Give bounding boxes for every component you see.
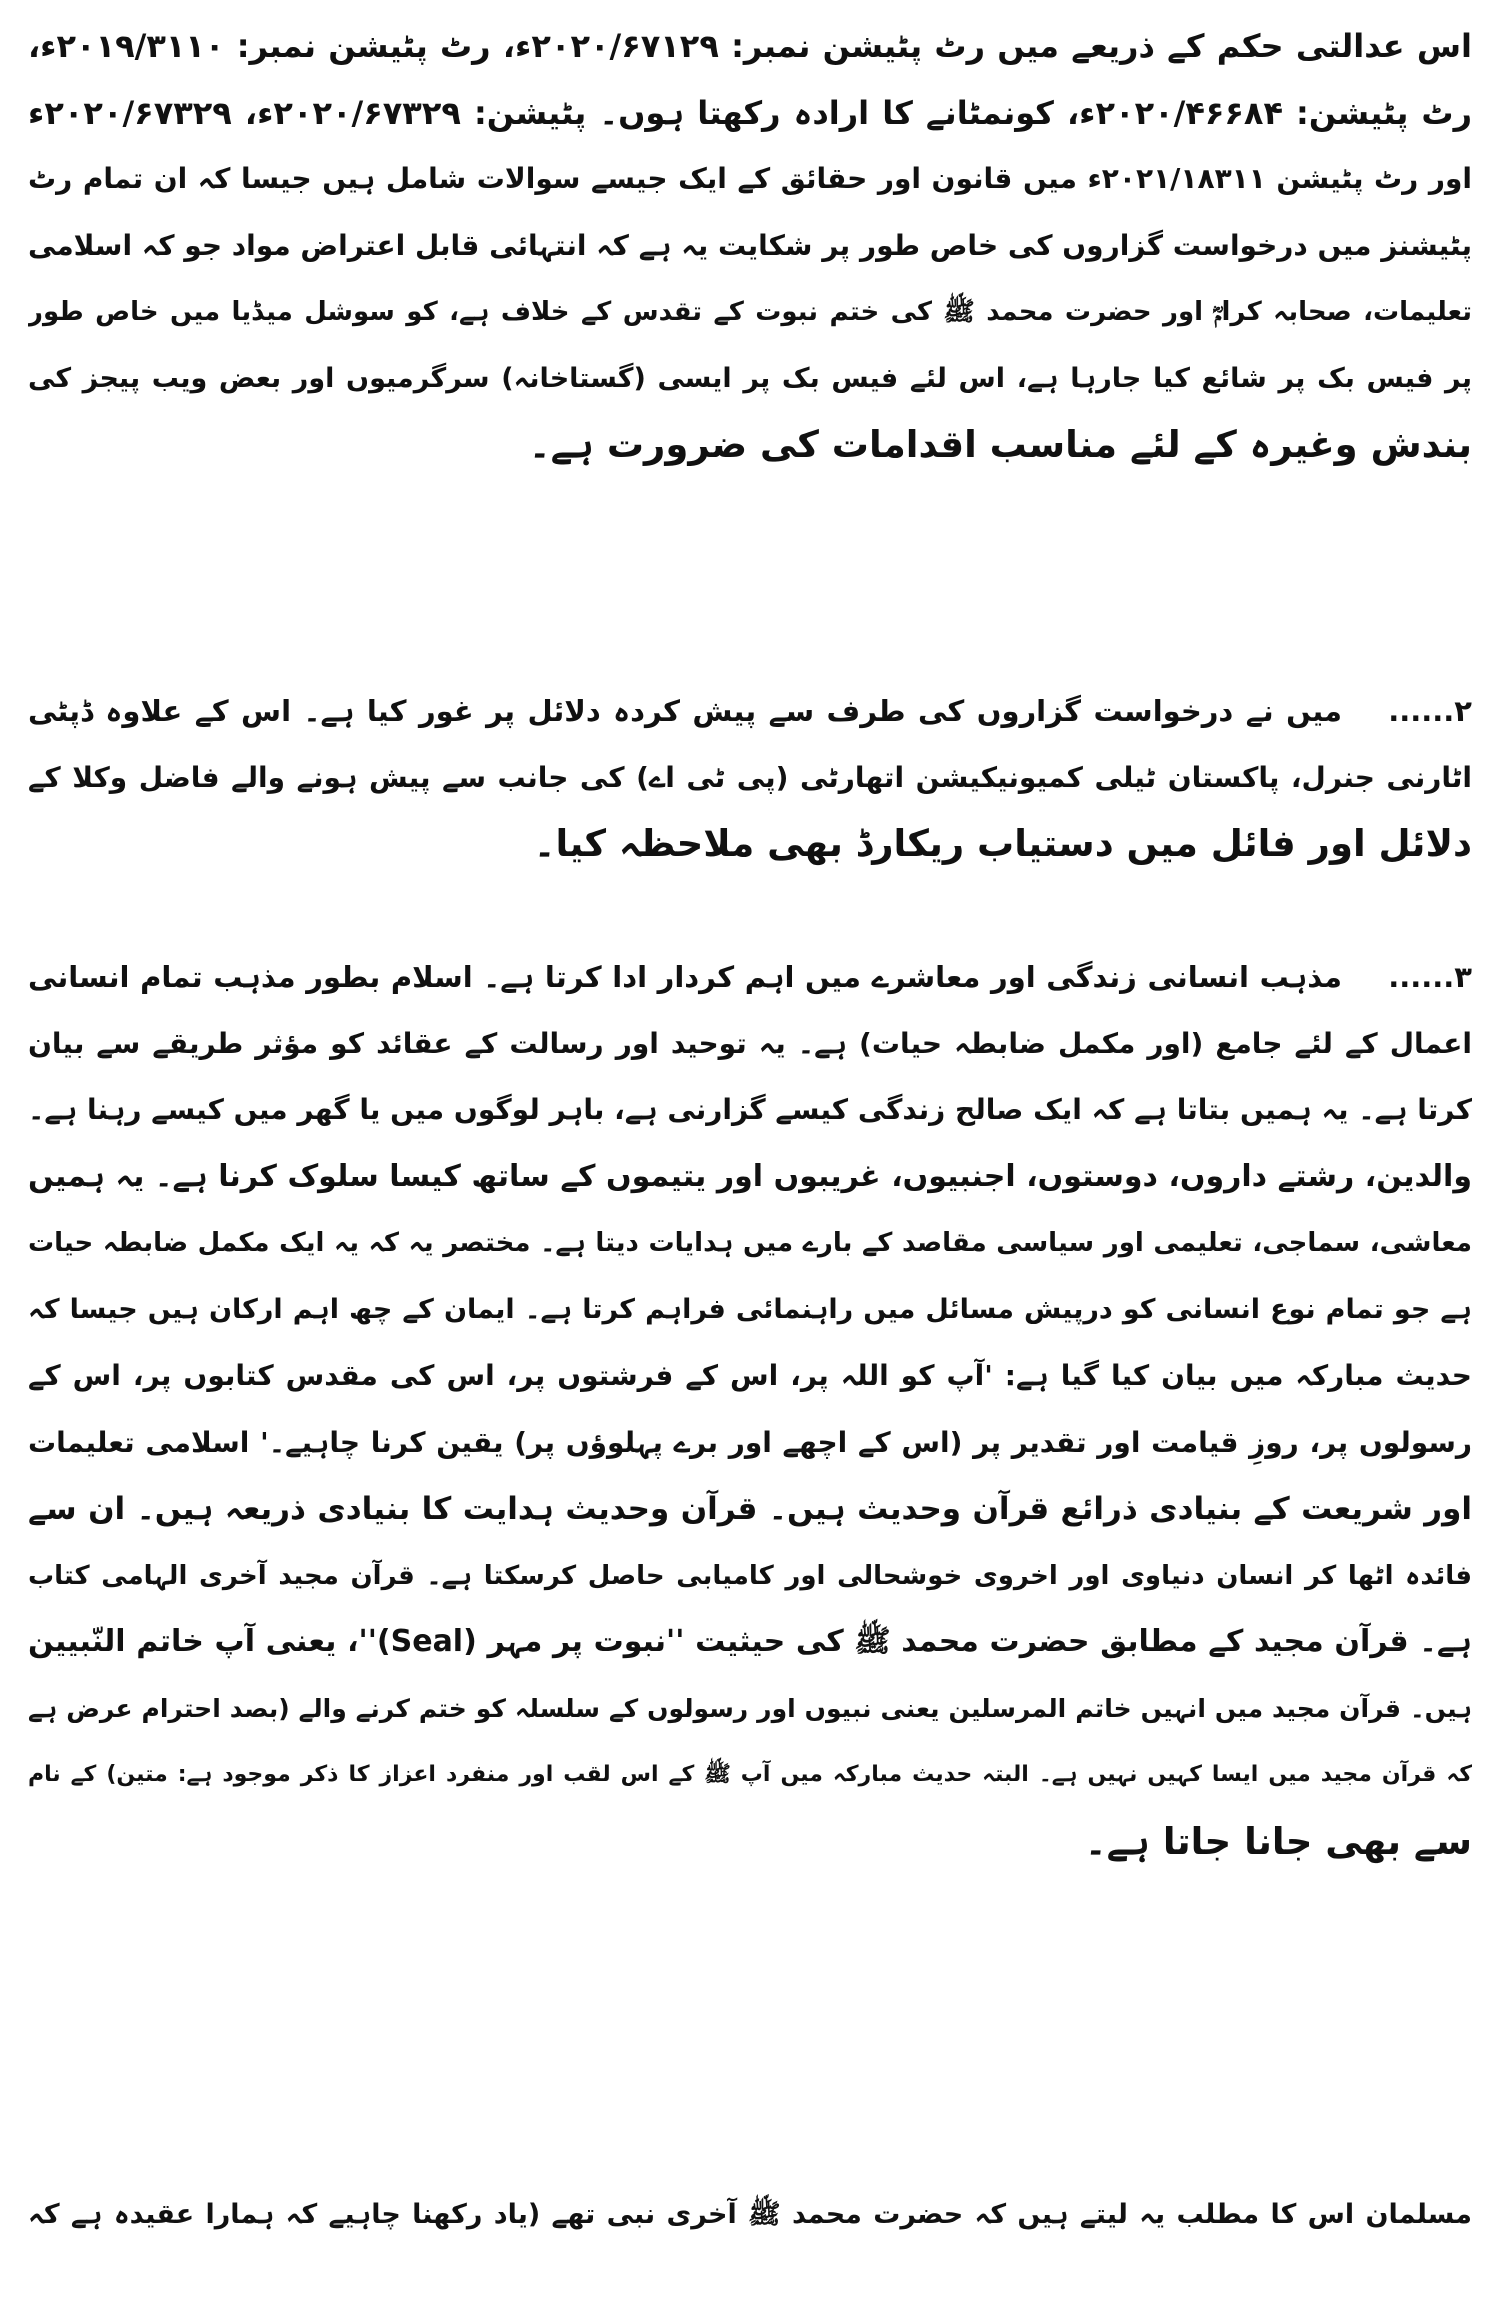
text-line: والدین، رشتے داروں، دوستوں، اجنبیوں، غریبوں اور یتیموں کے ساتھ کیسا سلوک کرنا ہے۔ یہ ہمیں [28, 1158, 1472, 1194]
text-line: پر فیس بک پر شائع کیا جارہا ہے، اس لئے فیس بک پر ایسی (گستاخانہ) سرگرمیوں اور بعض ویب پیجز کی [28, 362, 1472, 394]
text-line: اٹارنی جنرل، پاکستان ٹیلی کمیونیکیشن اتھارٹی (پی ٹی اے) کی جانب سے پیش ہونے والے فاضل وکلا کے [28, 760, 1472, 794]
text-line: رٹ پٹیشن: ۲۰۲۰/۴۶۶۸۴ء، کونمٹانے کا ارادہ رکھتا ہوں۔ پٹیشن: ۲۰۲۰/۶۷۳۲۹ء، ۲۰۲۰/۶۷۳۲۹ء [28, 93, 1472, 132]
text-line [28, 678, 1472, 745]
text-line: ہے جو تمام نوع انسانی کو درپیش مسائل میں راہنمائی فراہم کرتا ہے۔ ایمان کے چھ اہم ارکان ہیں جیسا کہ [28, 1293, 1472, 1325]
text-line [28, 944, 1472, 1011]
paragraph-number: ۳...... [1388, 960, 1472, 994]
text-line: ہیں۔ قرآن مجید میں انہیں خاتم المرسلین یعنی نبیوں اور رسولوں کے سلسلہ کو ختم کرنے والے (بصد احترام عرض ہے [28, 1693, 1472, 1723]
paragraph-1 [28, 13, 1472, 479]
text-line: تعلیمات، صحابہ کرامؓ اور حضرت محمد ﷺ کی ختم نبوت کے تقدس کے خلاف ہے، کو سوشل میڈیا میں خاص طور [28, 297, 1472, 327]
text-line: رسولوں پر، روزِ قیامت اور تقدیر پر (اس کے اچھے اور برے پہلوؤں پر) یقین کرنا چاہیے۔' اسلامی تعلیمات [28, 1425, 1472, 1459]
text-line: بندش وغیرہ کے لئے مناسب اقدامات کی ضرورت ہے۔ [528, 423, 1472, 466]
text-line: اور رٹ پٹیشن ۲۰۲۱/۱۸۳۱۱ء میں قانون اور حقائق کے ایک جیسے سوالات شامل ہیں جیسا کہ ان تمام رٹ [28, 162, 1472, 195]
text-line: کرتا ہے۔ یہ ہمیں بتاتا ہے کہ ایک صالح زندگی کیسے گزارنی ہے، باہر لوگوں میں یا گھر میں کیسے رہنا ہے۔ [28, 1093, 1472, 1126]
text-line: مسلمان اس کا مطلب یہ لیتے ہیں کہ حضرت محمد ﷺ آخری نبی تھے (یاد رکھنا چاہیے کہ ہمارا عقیدہ ہے کہ [28, 2199, 1472, 2230]
text-line: فائدہ اٹھا کر انسان دنیاوی اور اخروی خوشحالی اور کامیابی حاصل کرسکتا ہے۔ قرآن مجید آخری الہامی کتاب [28, 1560, 1472, 1591]
text-line-content: مذہب انسانی زندگی اور معاشرے میں اہم کردار ادا کرتا ہے۔ اسلام بطور مذہب تمام انسانی [28, 960, 1342, 994]
text-line: پٹیشنز میں درخواست گزاروں کی خاص طور پر شکایت یہ ہے کہ انتہائی قابل اعتراض مواد جو کہ اسلامی [28, 228, 1472, 262]
text-line-content: میں نے درخواست گزاروں کی طرف سے پیش کردہ دلائل پر غور کیا ہے۔ اس کے علاوہ ڈپٹی [28, 694, 1342, 728]
text-line: معاشی، سماجی، تعلیمی اور سیاسی مقاصد کے بارے میں ہدایات دیتا ہے۔ مختصر یہ کہ یہ ایک مکمل ضابطہ حیات [28, 1228, 1472, 1258]
paragraph-number: ۲...... [1388, 694, 1472, 728]
paragraph-4 [28, 2182, 1472, 2249]
text-line: اعمال کے لئے جامع (اور مکمل ضابطہ حیات) ہے۔ یہ توحید اور رسالت کے عقائد کو مؤثر طریقے سے بیان [28, 1026, 1472, 1060]
text-line: دلائل اور فائل میں دستیاب ریکارڈ بھی ملاحظہ کیا۔ [533, 822, 1472, 865]
text-line: کہ قرآن مجید میں ایسا کہیں نہیں ہے۔ البتہ حدیث مبارکہ میں آپ ﷺ کے اس لقب اور منفرد اعزاز کا ذکر موجود ہے: متین) کے نام [28, 1762, 1472, 1787]
text-line: ہے۔ قرآن مجید کے مطابق حضرت محمد ﷺ کی حیثیت ''نبوت پر مہر (Seal)''، یعنی آپ خاتم النّبیین [28, 1624, 1472, 1659]
paragraph-3 [28, 944, 1472, 1875]
text-line: سے بھی جانا جاتا ہے۔ [1084, 1819, 1472, 1863]
text-line: حدیث مبارکہ میں بیان کیا گیا ہے: 'آپ کو اللہ پر، اس کے فرشتوں پر، اس کی مقدس کتابوں پر، اس کے [28, 1359, 1472, 1392]
text-line: اور شریعت کے بنیادی ذرائع قرآن وحدیث ہیں۔ قرآن وحدیث ہدایت کا بنیادی ذریعہ ہیں۔ ان سے [28, 1491, 1472, 1527]
paragraph-2 [28, 678, 1472, 878]
text-line: اس عدالتی حکم کے ذریعے میں رٹ پٹیشن نمبر: ۲۰۲۰/۶۷۱۲۹ء، رٹ پٹیشن نمبر: ۲۰۱۹/۳۱۱۰ء، [28, 27, 1472, 65]
